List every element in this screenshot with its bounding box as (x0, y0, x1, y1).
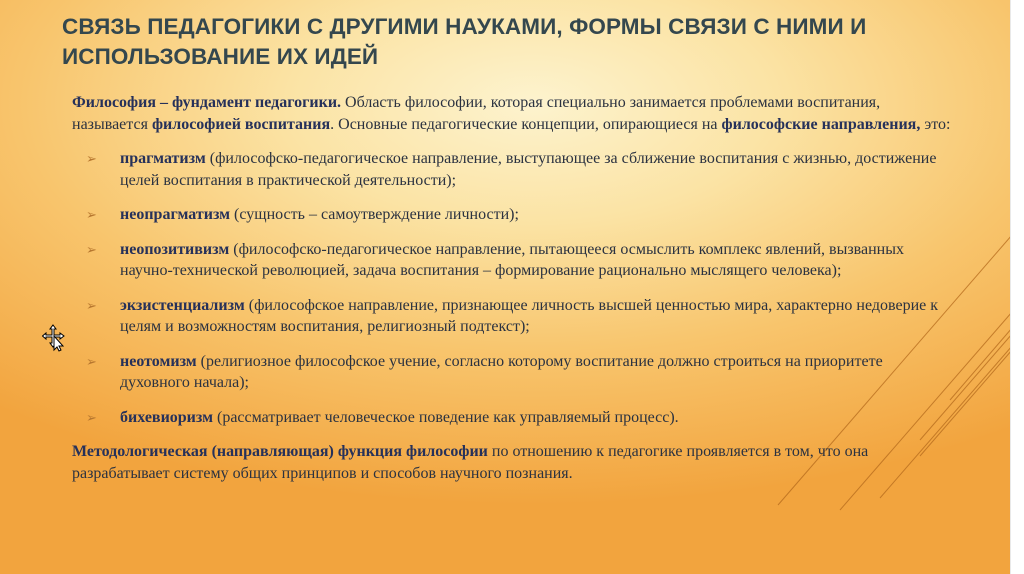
concept-description: (философско-педагогическое направление, пытающееся осмыслить комплекс явлений, вызванных научно-технической революцией, задача воспитания – формирование рационально мыслящего человека); (120, 240, 904, 279)
intro-bold-philosophy-education: философией воспитания (151, 115, 331, 133)
intro-bold-directions: философские направления, (721, 115, 921, 133)
list-item (72, 407, 952, 429)
concept-description: (религиозное философское учение, согласно которому воспитание должно строиться на приоритете духовного начала); (120, 352, 883, 391)
list-item (72, 239, 952, 282)
arrow-bullet-icon: ➢ (86, 208, 97, 223)
intro-bold-philosophy: Философия – фундамент педагогики. (72, 94, 342, 111)
list-item (72, 204, 952, 226)
conclusion-paragraph (72, 441, 952, 484)
list-item (72, 351, 952, 394)
intro-text-3: это: (920, 115, 951, 133)
concept-term: прагматизм (120, 150, 206, 167)
concept-term: неотомизм (120, 352, 197, 370)
conclusion-bold: Методологическая (направляющая) функция философии (72, 443, 488, 460)
concept-term: экзистенциализм (120, 296, 245, 314)
intro-paragraph (72, 92, 952, 135)
arrow-bullet-icon: ➢ (86, 298, 97, 314)
list-item (72, 295, 952, 338)
move-cursor-icon (42, 324, 66, 352)
concept-term: бихевиоризм (120, 408, 213, 426)
slide-body (72, 92, 952, 484)
concept-description: (рассматривает человеческое поведение как управляемый процесс). (213, 408, 679, 426)
concept-term: неопрагматизм (120, 206, 231, 223)
list-item (72, 148, 952, 191)
concept-description: (философское направление, признающее личность высшей ценностью мира, характерно недоверие к целям и возможностям воспитания, религиозный подтекст); (120, 296, 939, 335)
arrow-bullet-icon: ➢ (86, 242, 97, 258)
arrow-bullet-icon: ➢ (86, 354, 97, 370)
intro-text-2: . Основные педагогические концепции, опирающиеся на (330, 115, 722, 133)
conclusion-text: по отношению к педагогике проявляется в том, что она разрабатывает систему общих принципов и способов научного познания. (72, 443, 869, 482)
slide-title: СВЯЗЬ ПЕДАГОГИКИ С ДРУГИМИ НАУКАМИ, ФОРМЫ СВЯЗИ С НИМИ И ИСПОЛЬЗОВАНИЕ ИХ ИДЕЙ (62, 14, 867, 69)
concept-term: неопозитивизм (120, 240, 230, 258)
concepts-list (72, 148, 952, 428)
intro-text-1: Область философии, которая специально занимается проблемами воспитания, называется (72, 94, 881, 133)
concept-description: (философско-педагогическое направление, выступающее за сближение воспитания с жизнью, достижение целей воспитания в практической деятельности); (120, 150, 937, 189)
arrow-bullet-icon: ➢ (86, 410, 97, 426)
right-frame-edge (1010, 0, 1024, 574)
arrow-bullet-icon: ➢ (86, 152, 97, 167)
concept-description: (сущность – самоутверждение личности); (230, 206, 519, 223)
